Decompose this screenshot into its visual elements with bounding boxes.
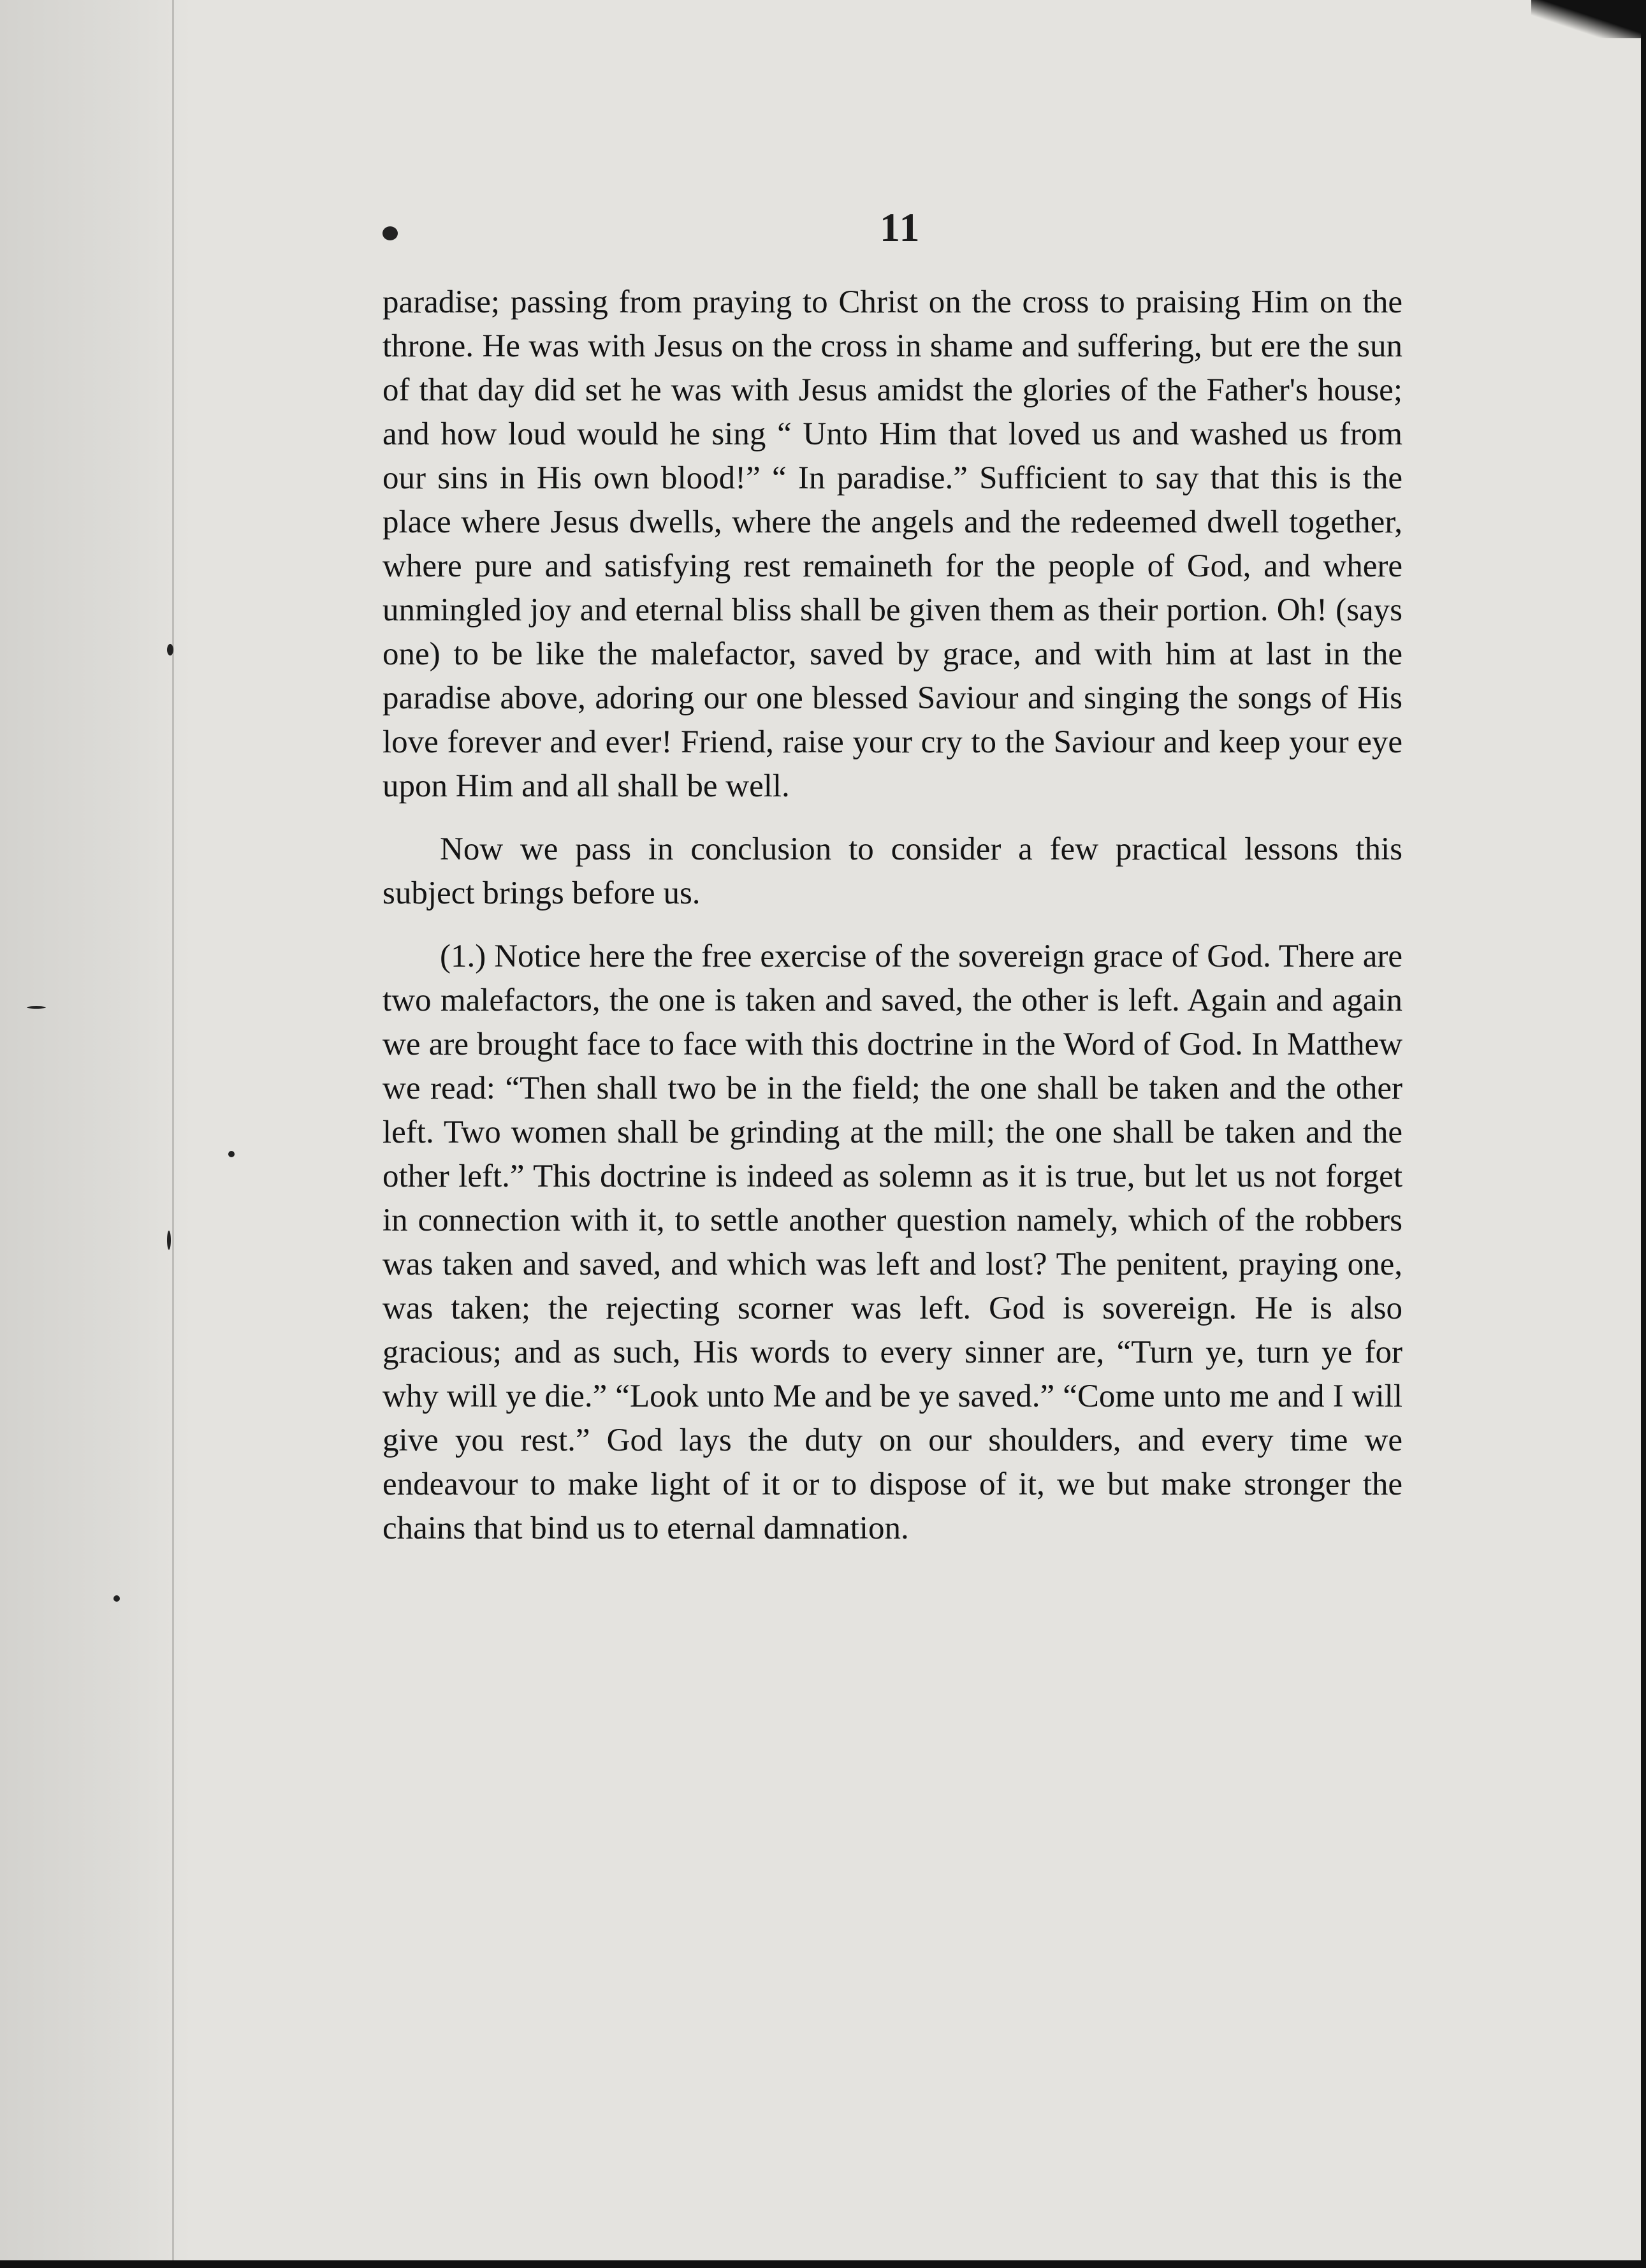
- ink-speck: [167, 644, 173, 655]
- ink-speck: [167, 1231, 171, 1250]
- body-text: [382, 281, 1402, 1551]
- ink-speck: [228, 1151, 235, 1157]
- paragraph: Now we pass in conclusion to consider a few practical lessons this subject brings before us.: [382, 831, 1402, 911]
- ink-speck: [382, 226, 398, 240]
- scan-edge-right: [1641, 0, 1646, 2268]
- ink-speck: [27, 1006, 46, 1009]
- paragraph: paradise; passing from praying to Christ on the cross to praising Him on the throne. He was with Jesus on the cross in shame and suffering, but ere the sun of that day did set he was with Jesus amidst the glories of the Father's house; and how loud would he sing “ Unto Him that loved us and washed us from our sins in His own blood!” “ In paradise.” Sufficient to say that this is the place where Jesus dwells, where the angels and the redeemed dwell together, where pure and satisfying rest remaineth for the people of God, and where unmingled joy and eternal bliss shall be given them as their portion. Oh! (says one) to be like the malefactor, saved by grace, and with him at last in the paradise above, adoring our one blessed Saviour and singing the songs of His love forever and ever! Friend, raise your cry to the Saviour and keep your eye upon Him and all shall be well.: [382, 284, 1402, 804]
- page-number: 11: [880, 205, 921, 250]
- binding-fold: [172, 0, 174, 2268]
- paragraph: (1.) Notice here the free exercise of the sovereign grace of God. There are two malefactors, the one is taken and saved, the other is left. Again and again we are brought face to face with this doctrine in the Word of God. In Matthew we read: “Then shall two be in the field; the one shall be taken and the other left. Two women shall be grinding at the mill; the one shall be taken and the other left.” This doctrine is indeed as solemn as it is true, but let us not forget in connection with it, to settle another question namely, which of the robbers was taken and saved, and which was left and lost? The penitent, praying one, was taken; the rejecting scorner was left. God is sovereign. He is also gracious; and as such, His words to every sinner are, “Turn ye, turn ye for why will ye die.” “Look unto Me and be ye saved.” “Come unto me and I will give you rest.” God lays the duty on our shoulders, and every time we endeavour to make light of it or to dispose of it, we but make stronger the chains that bind us to eternal damnation.: [382, 939, 1402, 1546]
- scan-corner-shadow: [1531, 0, 1646, 38]
- scan-edge-bottom: [0, 2260, 1646, 2268]
- page-shadow: [0, 0, 191, 2268]
- ink-speck: [113, 1595, 120, 1602]
